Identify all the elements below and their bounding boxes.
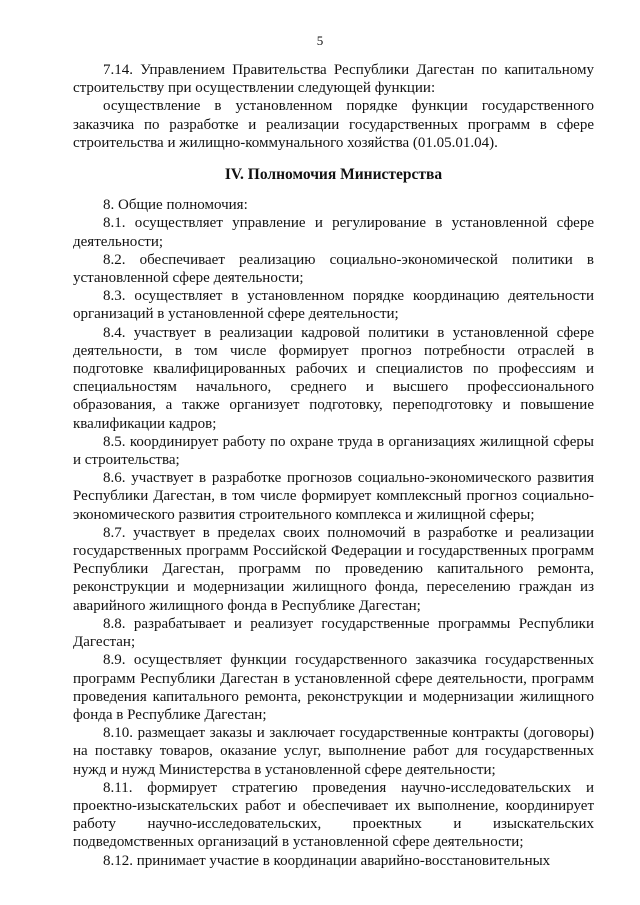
paragraph-8-5: 8.5. координирует работу по охране труда в организациях жилищной сферы и строительства; (73, 433, 594, 469)
document-body (73, 61, 594, 870)
paragraph-7-14-function: осуществление в установленном порядке функции государственного заказчика по разработке и реализации государственных программ в сфере строительства и жилищно-коммунального хозяйства (01.05.01.04). (73, 98, 594, 151)
paragraph-8-7: 8.7. участвует в пределах своих полномочий в разработке и реализации государственных программ Российской Федерации и государственных программ Республики Дагестан, программ по проведению капитального ремонта, реконструкции и модернизации жилищного фонда, переселению граждан из аварийного жилищного фонда в Республике Дагестан; (73, 524, 594, 614)
paragraph-8-4: 8.4. участвует в реализации кадровой политики в установленной сфере деятельности, в том числе формирует прогноз потребности отраслей в подготовке квалифицированных рабочих и специалистов по профессиям и специальностям начального, среднего и высшего профессионального образования, а также организует подготовку, переподготовку и повышение квалификации кадров; (73, 324, 594, 432)
paragraph-8: 8. Общие полномочия: (103, 197, 248, 214)
paragraph-8-10: 8.10. размещает заказы и заключает государственные контракты (договоры) на поставку товаров, оказание услуг, выполнение работ для государственных нужд и нужд Министерства в установленной сфере деятельности; (73, 725, 594, 778)
paragraph-8-12: 8.12. принимает участие в координации аварийно-восстановительных (103, 852, 551, 869)
paragraph-8-3: 8.3. осуществляет в установленном порядке координацию деятельности организаций в установленной сфере деятельности; (73, 288, 594, 323)
paragraph-8-6: 8.6. участвует в разработке прогнозов социально-экономического развития Республики Дагестан, в том числе формирует комплексный прогноз социально-экономического развития строительного комплекса и жилищной сферы; (73, 470, 594, 523)
paragraph-8-1: 8.1. осуществляет управление и регулирование в установленной сфере деятельности; (73, 215, 594, 250)
paragraph-8-11: 8.11. формирует стратегию проведения научно-исследовательских и проектно-изыскательских работ и обеспечивает их выполнение, координирует работу научно-исследовательских, проектных и изыскательских подведомственных организаций в установленной сфере деятельности; (73, 779, 594, 851)
paragraph-8-9: 8.9. осуществляет функции государственного заказчика государственных программ Республики Дагестан в установленной сфере деятельности, программ проведения капитального ремонта, реконструкции и модернизации жилищного фонда в Республике Дагестан; (73, 652, 594, 723)
paragraph-8-2: 8.2. обеспечивает реализацию социально-экономической политики в установленной сфере деятельности; (73, 251, 594, 287)
paragraph-7-14: 7.14. Управлением Правительства Республики Дагестан по капитальному строительству при осуществлении следующей функции: (73, 62, 594, 97)
page-number: 5 (316, 33, 324, 48)
section-heading: IV. Полномочия Министерства (224, 166, 443, 184)
paragraph-8-8: 8.8. разрабатывает и реализует государственные программы Республики Дагестан; (73, 615, 594, 651)
